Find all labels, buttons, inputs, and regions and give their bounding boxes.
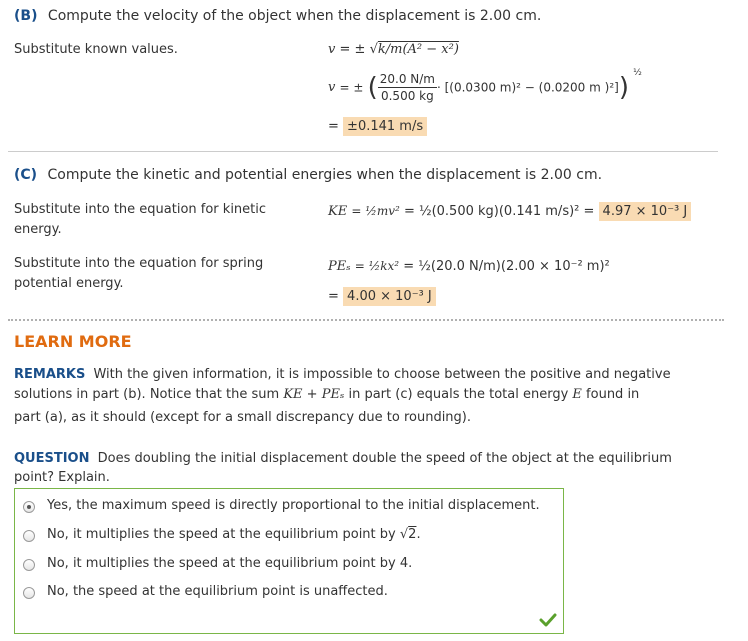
potential-energy-result [328,289,436,304]
ke-substitution: = ½(0.500 kg)(0.141 m/s)² = [403,204,595,219]
velocity-result [328,119,427,134]
fraction-numerator: 20.0 N/m [379,72,435,86]
velocity-substitution [328,68,642,103]
fraction [378,72,437,103]
radio-icon[interactable] [23,559,35,571]
ke-lhs: KE [328,204,348,219]
answer-option-label: No, the speed at the equilibrium point is unaffected. [47,584,388,599]
potential-text-line-2: potential energy. [14,276,124,291]
velocity-answer: ±0.141 m/s [343,117,427,136]
remarks-text-2a: solutions in part (b). Notice that the sum [14,387,280,402]
pe-answer: 4.00 × 10⁻³ J [343,287,436,306]
part-b-title: Compute the velocity of the object when the displacement is 2.00 cm. [47,8,542,24]
answer-option-label: No, it multiplies the speed at the equilibrium point by 4. [47,556,413,571]
velocity-formula [328,42,459,57]
part-b-label: (B) [14,8,38,24]
option-2-period: . [416,527,421,542]
part-c-title: Compute the kinetic and potential energies when the displacement is 2.00 cm. [47,167,603,183]
learn-more-heading: LEARN MORE [14,332,132,351]
sub-rest: · [(0.0300 m)² − (0.0200 m )²] [436,80,619,95]
right-paren-icon: ) [618,72,629,103]
remarks-plus: + [306,387,318,402]
remarks-line-1 [14,367,671,382]
pe-lhs: PEₛ [328,259,351,274]
ke-formula: = ½mv² [351,204,400,218]
ke-answer: 4.97 × 10⁻³ J [599,202,692,221]
remarks-text-2c: found in [586,387,640,402]
kinetic-text-line-2: energy. [14,222,62,237]
kinetic-text-line-1: Substitute into the equation for kinetic [14,202,267,217]
part-b-heading [14,8,541,24]
pe-formula: = ½kx² [354,259,400,273]
formula-sqrt-body: k/m(A² − x²) [377,42,459,57]
potential-text-line-1: Substitute into the equation for spring [14,256,264,271]
remarks-line-2 [14,387,639,402]
kinetic-energy-formula [328,204,691,219]
option-2-sqrt-value: 2 [408,527,417,542]
remarks-pe: PEₛ [321,387,345,402]
part-c-heading [14,167,602,183]
radio-selected-icon[interactable] [23,501,35,513]
option-2-text: No, it multiplies the speed at the equilibrium point by [47,527,396,542]
sqrt-icon: √ [369,42,378,57]
sub-pm: = ± [339,80,364,95]
remarks-text-1: With the given information, it is impossible to choose between the positive and negative [93,367,671,382]
question-line-1 [14,451,672,466]
pe-result-eq: = [328,289,339,304]
pe-substitution: = ½(20.0 N/m)(2.00 × 10⁻² m)² [403,259,610,274]
formula-eq: = ± [339,42,366,57]
radio-icon[interactable] [23,530,35,542]
left-paren-icon: ( [367,72,378,103]
answer-option-label: Yes, the maximum speed is directly proportional to the initial displacement. [47,498,540,513]
sqrt-icon: √ [399,527,409,542]
answer-choices-box [14,488,564,634]
sub-exponent: ½ [633,68,642,78]
remarks-label: REMARKS [14,367,86,382]
remarks-ke: KE [283,387,303,402]
dotted-divider [8,319,724,321]
fraction-denominator: 0.500 kg [380,89,434,103]
divider [8,151,718,152]
sub-v: v [328,80,336,95]
radio-icon[interactable] [23,587,35,599]
part-c-label: (C) [14,167,38,183]
remarks-e: E [572,387,582,402]
remarks-line-3: part (a), as it should (except for a small discrepancy due to rounding). [14,410,472,425]
remarks-text-2b: in part (c) equals the total energy [348,387,569,402]
formula-v: v [328,42,336,57]
part-b-step-text: Substitute known values. [14,42,178,57]
answer-option-label [47,527,421,542]
potential-energy-formula [328,259,610,274]
question-text-1: Does doubling the initial displacement double the speed of the object at the equilibrium [97,451,672,466]
result-eq: = [328,119,339,134]
checkmark-icon [539,613,557,627]
question-label: QUESTION [14,451,90,466]
question-line-2: point? Explain. [14,470,110,485]
